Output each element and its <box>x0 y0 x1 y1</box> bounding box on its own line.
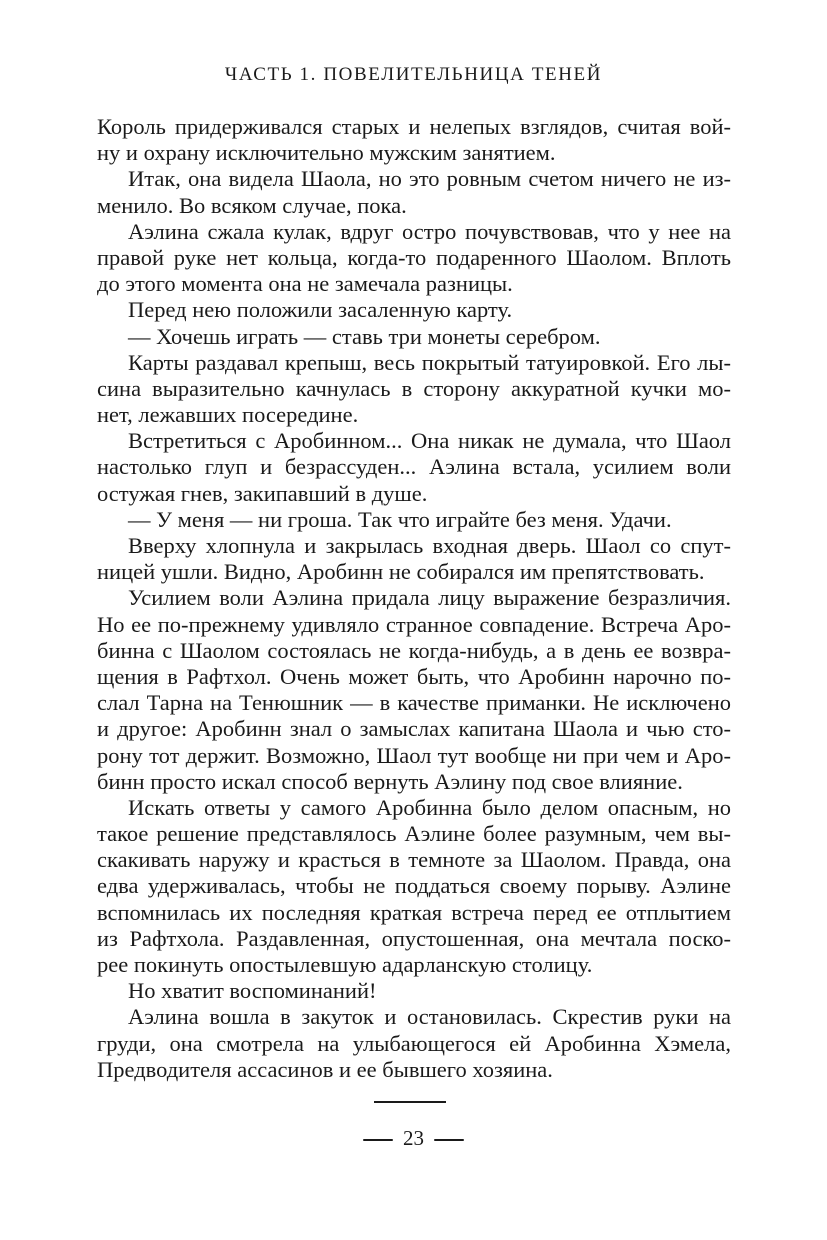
text-line: вспомнилась их последняя краткая встреча перед ее отплытием <box>97 899 731 925</box>
folio-left-dash <box>363 1139 393 1141</box>
folio-right-dash <box>434 1139 464 1141</box>
text-line: щения в Рафтхол. Очень может быть, что Аробинн нарочно по- <box>97 663 731 689</box>
text-line: ницей ушли. Видно, Аробинн не собирался им препятствовать. <box>97 559 705 585</box>
text-line: Аэлина сжала кулак, вдруг остро почувствовав, что у нее на <box>128 218 731 244</box>
text-line: ну и охрану исключительно мужским занятием. <box>97 140 556 166</box>
text-line: Карты раздавал крепыш, весь покрытый татуировкой. Его лы- <box>128 349 731 375</box>
text-line: Вверху хлопнула и закрылась входная дверь. Шаол со спут- <box>128 533 731 558</box>
text-line: Но ее по-прежнему удивляло странное совпадение. Встреча Аро- <box>97 611 731 637</box>
text-line: настолько глуп и безрассуден... Аэлина встала, усилием воли <box>97 454 731 480</box>
text-line: груди, она смотрела на улыбающегося ей Аробинна Хэмела, <box>97 1030 731 1056</box>
text-line: остужая гнев, закипавший в душе. <box>97 480 428 506</box>
running-head: ЧАСТЬ 1. ПОВЕЛИТЕЛЬНИЦА ТЕНЕЙ <box>224 64 603 85</box>
page-number: 23 <box>403 1126 424 1150</box>
text-line: едва удерживалась, чтобы не поддаться своему порыву. Аэлине <box>97 873 731 899</box>
text-line: рее покинуть опостылевшую адарланскую столицу. <box>97 952 593 977</box>
text-line: до этого момента она не замечала разницы. <box>97 271 513 297</box>
text-line: рону тот держит. Возможно, Шаол тут вообще ни при чем и Аро- <box>97 742 731 768</box>
text-line: менило. Во всяком случае, пока. <box>97 192 407 218</box>
page-folio <box>0 1126 827 1151</box>
text-line: Аэлина вошла в закуток и остановилась. Скрестив руки на <box>128 1004 731 1030</box>
body-text <box>97 114 731 1083</box>
text-line: правой руке нет кольца, когда-то подаренного Шаолом. Вплоть <box>97 244 731 270</box>
text-line: нет, лежавших посередине. <box>97 402 359 428</box>
text-line: — У меня — ни гроша. Так что играйте без меня. Удачи. <box>128 506 672 532</box>
text-line: слал Тарна на Тенюшник — в качестве приманки. Не исключено <box>97 690 731 716</box>
text-line: Итак, она видела Шаола, но это ровным счетом ничего не из- <box>128 166 731 192</box>
footer-rule <box>374 1101 446 1103</box>
text-line: Искать ответы у самого Аробинна было делом опасным, но <box>128 794 731 820</box>
text-line: и другое: Аробинн знал о замыслах капитана Шаола и чью сто- <box>97 716 731 742</box>
text-line: Предводителя ассасинов и ее бывшего хозяина. <box>97 1056 553 1082</box>
text-line: бинн просто искал способ вернуть Аэлину под свое влияние. <box>97 768 683 794</box>
text-line: скакивать наружу и красться в темноте за Шаолом. Правда, она <box>97 847 731 873</box>
text-line: Король придерживался старых и нелепых взглядов, считая вой- <box>97 114 731 139</box>
text-line: Перед нею положили засаленную карту. <box>128 297 513 323</box>
text-line: Но хватит воспоминаний! <box>128 978 377 1004</box>
text-line: Встретиться с Аробинном... Она никак не думала, что Шаол <box>128 428 731 454</box>
text-line: Усилием воли Аэлина придала лицу выражение безразличия. <box>128 585 731 611</box>
text-line: — Хочешь играть — ставь три монеты серебром. <box>128 323 601 349</box>
text-line: сина выразительно качнулась в сторону аккуратной кучки мо- <box>97 375 731 401</box>
text-line: из Рафтхола. Раздавленная, опустошенная, она мечтала поско- <box>97 925 731 951</box>
text-line: такое решение представлялось Аэлине более разумным, чем вы- <box>97 821 731 847</box>
text-line: бинна с Шаолом состоялась не когда-нибудь, а в день ее возвра- <box>97 637 731 663</box>
